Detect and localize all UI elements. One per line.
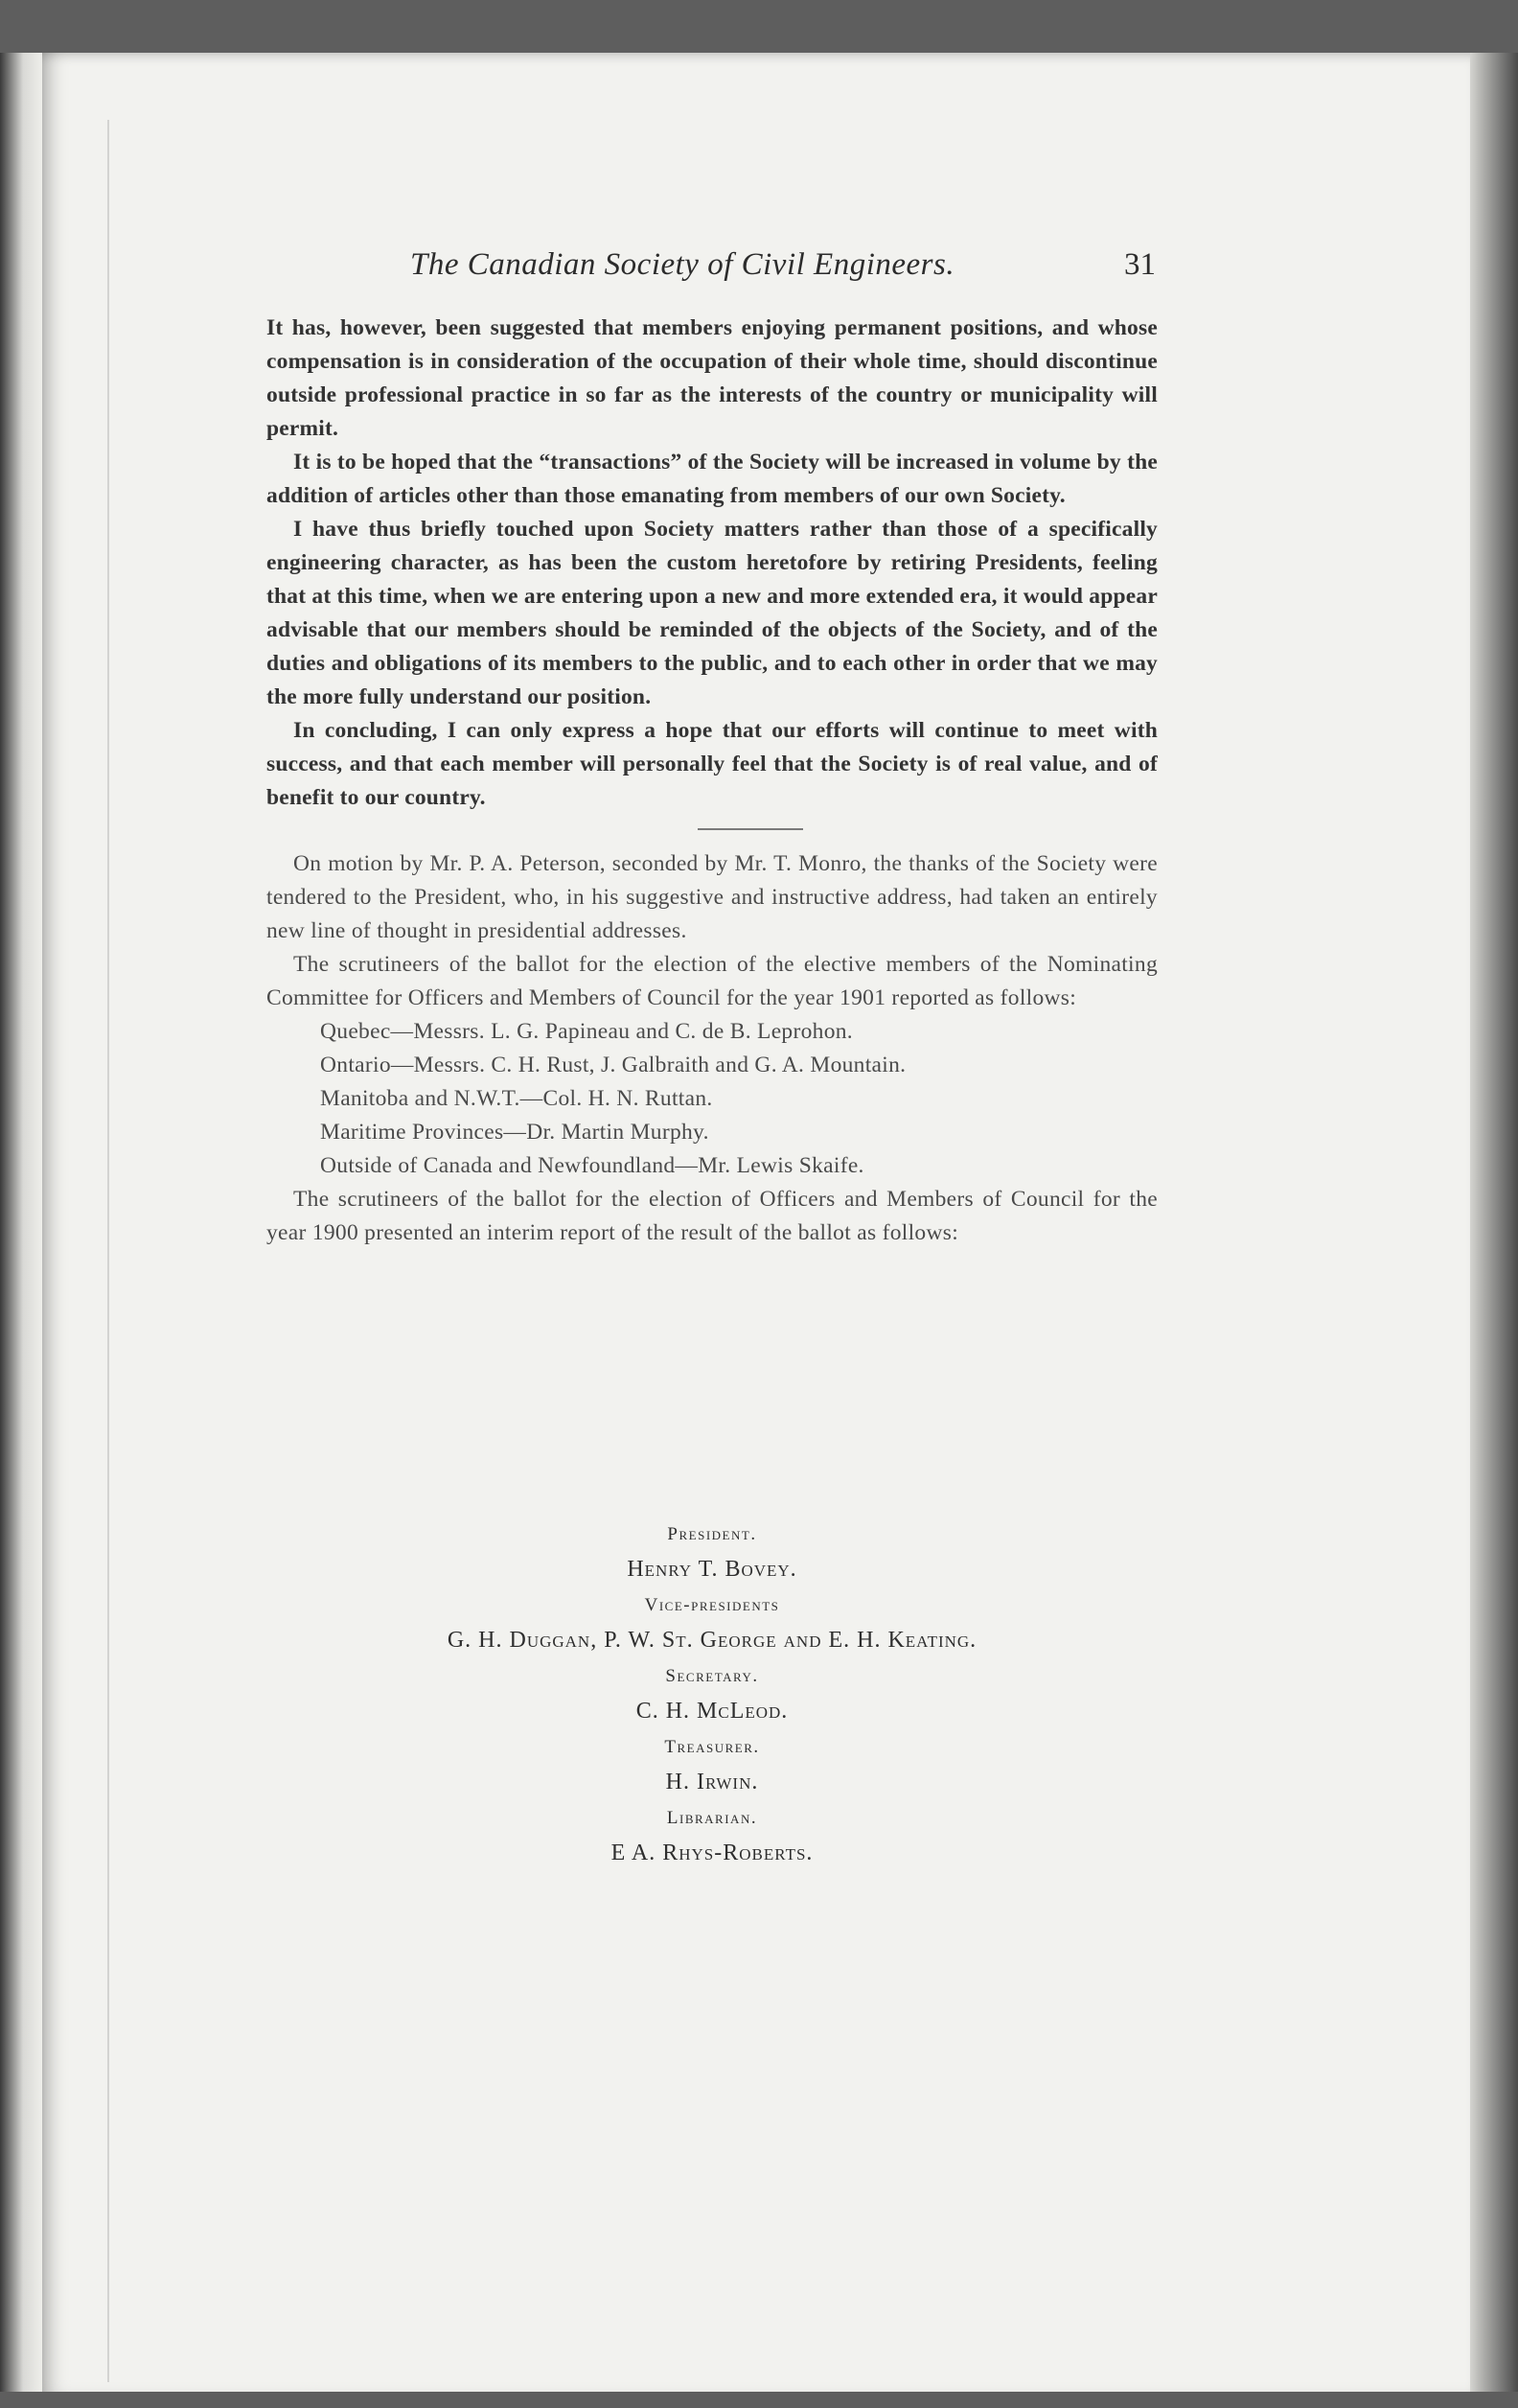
scan-left-edge [0,53,42,2392]
committee-line: Quebec—Messrs. L. G. Papineau and C. de B. Leprohon. [320,1019,853,1044]
page-header [266,192,1225,282]
officer-name: Henry T. Bovey. [627,1557,797,1582]
officers-list [266,1517,1158,1871]
paragraph: In concluding, I can only express a hope that our efforts will continue to meet with success, and that each member will personally feel that the Society is of real value, and of benefit to our country. [266,718,1158,810]
body-text [266,312,1158,1250]
officer-name: E A. Rhys-Roberts. [610,1841,814,1865]
running-title: The Canadian Society of Civil Engineers. [410,247,955,282]
gutter-line [107,120,109,2382]
officer-role: Secretary. [665,1666,759,1686]
officer-role: Treasurer. [664,1737,760,1757]
officer-role: President. [667,1524,757,1544]
committee-line: Outside of Canada and Newfoundland—Mr. Lewis Skaife. [320,1153,864,1178]
paragraph: The scrutineers of the ballot for the election of Officers and Members of Council for the year 1900 presented an interim report of the result of the ballot as follows: [266,1187,1158,1245]
officer-name: G. H. Duggan, P. W. St. George and E. H. Keating. [447,1628,978,1653]
paragraph: It is to be hoped that the “transactions” of the Society will be increased in volume by the addition of articles other than those emanating from members of our own Society. [266,450,1158,508]
officer-role: Vice-presidents [644,1595,780,1615]
committee-line: Manitoba and N.W.T.—Col. H. N. Ruttan. [320,1086,713,1111]
committee-line: Ontario—Messrs. C. H. Rust, J. Galbraith and G. A. Mountain. [320,1053,907,1077]
address-conclusion [266,312,1158,815]
paragraph: It has, however, been suggested that members enjoying permanent positions, and whose compensation is in consideration of the occupation of their whole time, should discontinue outside professional practice in so far as the interests of the country or municipality will permit. [266,315,1158,441]
scan-right-edge [1470,53,1518,2392]
officer-name: C. H. McLeod. [635,1699,789,1724]
paragraph: I have thus briefly touched upon Society matters rather than those of a specifically engineering character, as has been the custom heretofore by retiring Presidents, feeling that at this time, when we are entering upon a new and more extended era, it would appear advisable that our members should be reminded of the objects of the Society, and of the duties and obligations of its members to the public, and to each other in order that we may the more fully understand our position. [266,517,1158,709]
officer-name: H. Irwin. [665,1770,759,1794]
section-separator [698,828,803,830]
page-number: 31 [1124,247,1156,282]
committee-line: Maritime Provinces—Dr. Martin Murphy. [320,1120,709,1145]
paragraph: The scrutineers of the ballot for the election of the elective members of the Nominating Committee for Officers and Members of Council for the year 1901 reported as follows: [266,952,1158,1010]
meeting-minutes [266,847,1158,1250]
paragraph: On motion by Mr. P. A. Peterson, seconded by Mr. T. Monro, the thanks of the Society were tendered to the President, who, in his suggestive and instructive address, had taken an entirely new line of thought in presidential addresses. [266,851,1158,943]
officer-role: Librarian. [666,1808,758,1828]
